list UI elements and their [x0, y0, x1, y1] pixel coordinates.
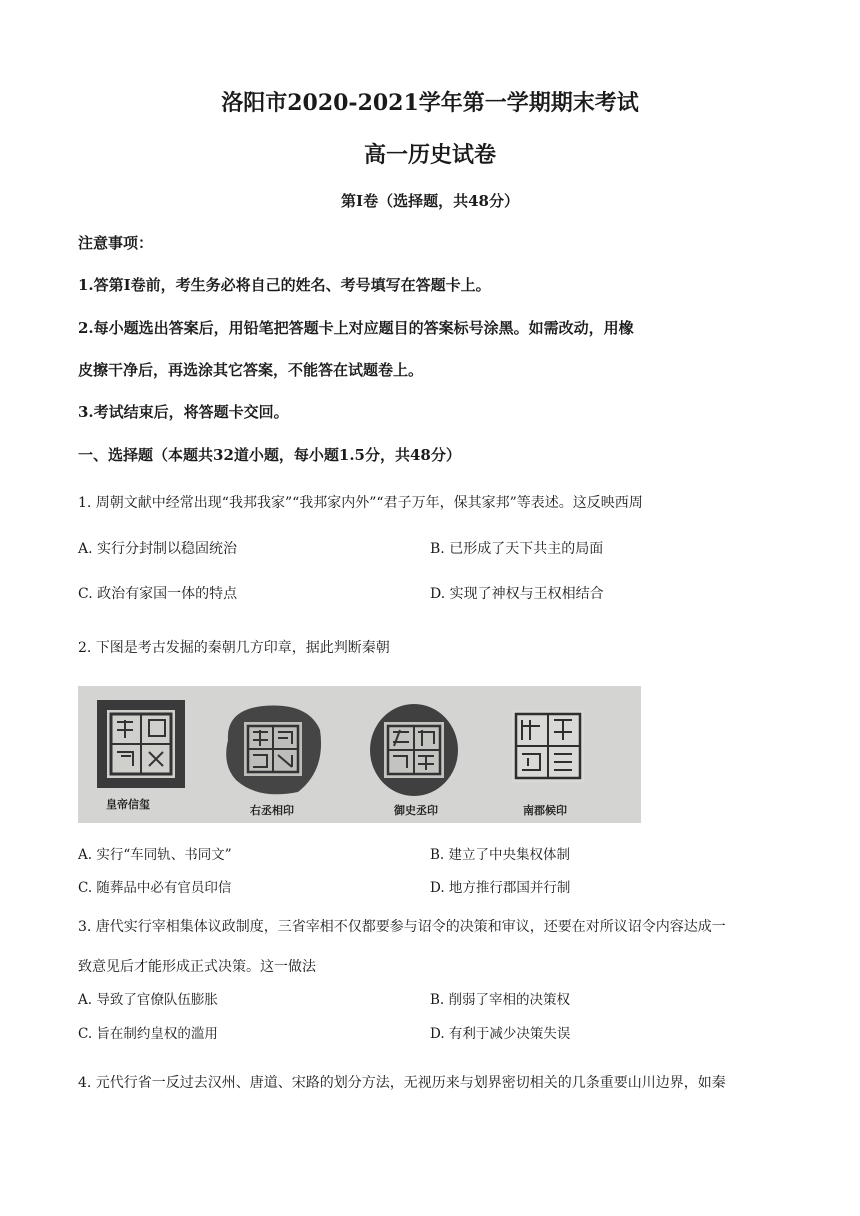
- note-line-4: 3.考试结束后，将答题卡交回。: [78, 403, 289, 421]
- question-4-stem: 4. 元代行省一反过去汉州、唐道、宋路的划分方法，无视历来与划界密切相关的几条重要山川边界，如秦: [78, 1075, 726, 1091]
- notes-header: 注意事项：: [78, 234, 154, 252]
- seal-caption-1: 皇帝信玺: [106, 798, 150, 811]
- question-1-stem: 1. 周朝文献中经常出现“我邦我家”“我邦家内外”“君子万年，保其家邦”等表述。这反映西周: [78, 495, 643, 511]
- seal-you-chengxiang-yin: [218, 700, 328, 800]
- seal-caption-3: 御史丞印: [394, 804, 438, 817]
- question-1-option-a: A. 实行分封制以稳固统治: [78, 541, 238, 557]
- seal-huangdi-xinxi: [95, 698, 187, 790]
- document-subtitle: 高一历史试卷: [363, 142, 496, 168]
- question-1-option-d: D. 实现了神权与王权相结合: [430, 586, 604, 602]
- question-2-option-c: C. 随葬品中必有官员印信: [78, 880, 232, 896]
- question-3-stem-line-2: 致意见后才能形成正式决策。这一做法: [78, 959, 316, 975]
- seal-yushi-chengyin: [366, 700, 462, 800]
- question-2-option-d: D. 地方推行郡国并行制: [430, 880, 571, 896]
- section-title: 第Ⅰ卷（选择题，共48分）: [341, 192, 519, 210]
- seal-nanjun-houyin: [508, 706, 588, 786]
- document-title: 洛阳市2020-2021学年第一学期期末考试: [221, 90, 639, 116]
- question-1-option-b: B. 已形成了天下共主的局面: [430, 541, 604, 557]
- note-line-3: 皮擦干净后，再选涂其它答案，不能答在试题卷上。: [78, 361, 424, 379]
- question-3-option-c: C. 旨在制约皇权的滥用: [78, 1026, 218, 1042]
- question-3-option-a: A. 导致了官僚队伍膨胀: [78, 992, 218, 1008]
- part-heading: 一、选择题（本题共32道小题，每小题1.5分，共48分）: [78, 446, 461, 464]
- note-line-1: 1.答第Ⅰ卷前，考生务必将自己的姓名、考号填写在答题卡上。: [78, 276, 491, 294]
- question-3-option-d: D. 有利于减少决策失误: [430, 1026, 571, 1042]
- question-1-option-c: C. 政治有家国一体的特点: [78, 586, 238, 602]
- note-line-2: 2.每小题选出答案后，用铅笔把答题卡上对应题目的答案标号涂黑。如需改动，用橡: [78, 319, 634, 337]
- question-3-stem-line-1: 3. 唐代实行宰相集体议政制度，三省宰相不仅都要参与诏令的决策和审议，还要在对所议诏令内容达成一: [78, 919, 726, 935]
- qin-seals-image: [78, 686, 641, 823]
- seal-caption-4: 南郡候印: [523, 804, 567, 817]
- question-2-stem: 2. 下图是考古发掘的秦朝几方印章，据此判断秦朝: [78, 640, 390, 656]
- question-2-option-b: B. 建立了中央集权体制: [430, 847, 571, 863]
- seal-caption-2: 右丞相印: [250, 804, 294, 817]
- question-3-option-b: B. 削弱了宰相的决策权: [430, 992, 571, 1008]
- question-2-option-a: A. 实行“车同轨、书同文”: [78, 847, 232, 863]
